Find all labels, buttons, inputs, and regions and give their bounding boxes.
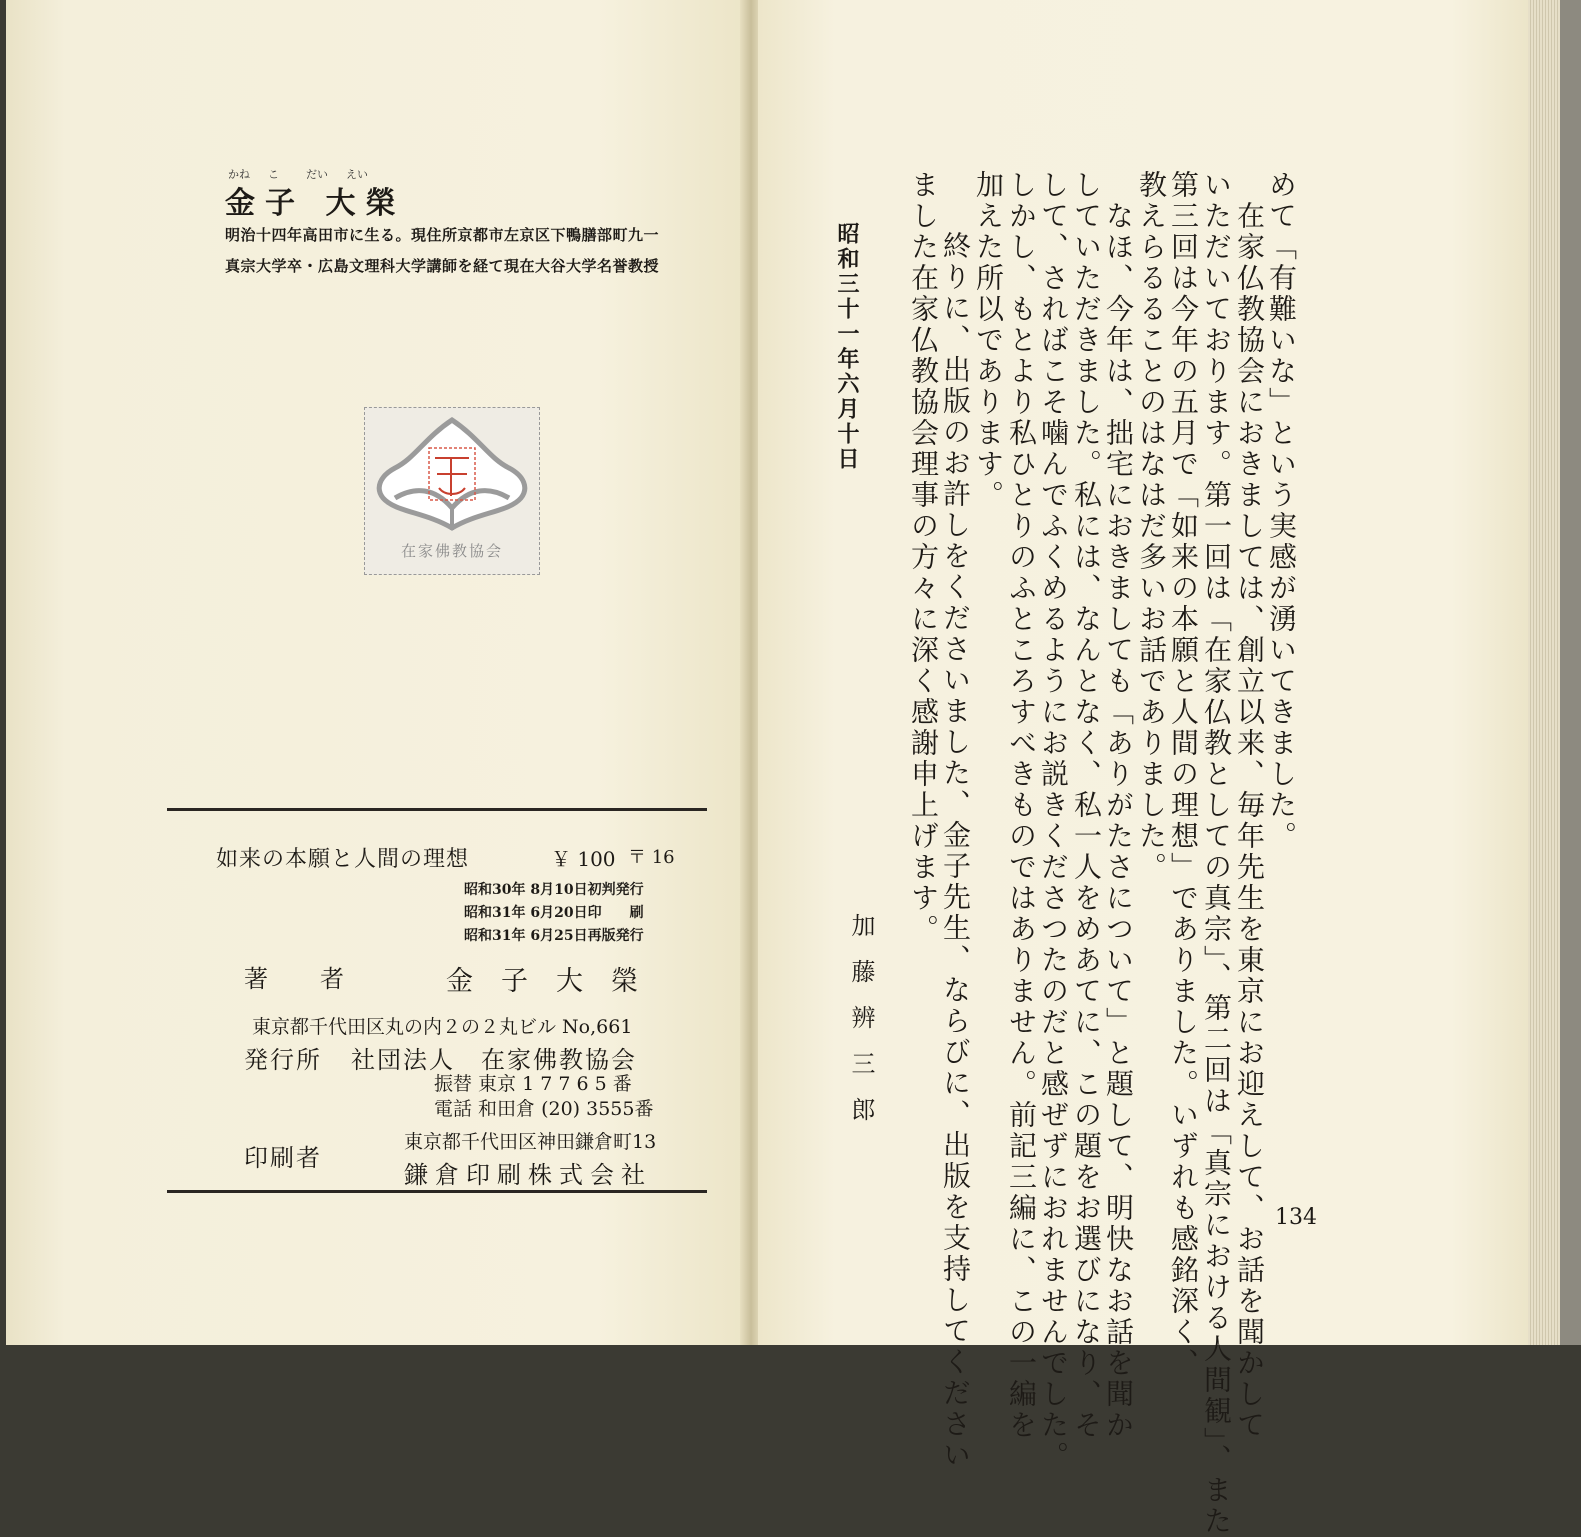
author-name-heading: 金子 大榮: [225, 186, 406, 221]
body-column-12: ました在家仏教協会理事の方々に深く感謝申上げます。: [907, 170, 940, 945]
colophon-price: ￥ 100: [551, 847, 616, 871]
colophon-printer: 鎌倉印刷株式会社: [404, 1161, 652, 1189]
colophon-printer-label: 印刷者: [244, 1144, 322, 1172]
body-column-2: 在家仏教協会におきましては、創立以来、毎年先生を東京にお迎えして、お話を聞かして: [1233, 170, 1266, 1441]
page-number: 134: [1275, 1205, 1317, 1230]
colophon-author-label: 著 者: [244, 965, 358, 993]
book-edge-shadow: [1560, 0, 1581, 1345]
colophon-date-first-edition: 昭和30年 8月10日初判発行: [464, 882, 644, 898]
body-column-1: めて「有難いな」という実感が湧いてきました。: [1265, 170, 1298, 852]
colophon-top-rule: [167, 808, 707, 811]
author-ruby-2: こ: [268, 168, 279, 181]
colophon-book-title: 如来の本願と人間の理想: [216, 847, 470, 872]
colophon-date-reissue: 昭和31年 6月25日再版発行: [464, 928, 644, 944]
left-page: [6, 0, 744, 1345]
colophon-author: 金子大榮: [446, 966, 666, 997]
seal-label: 在家佛教協会: [400, 542, 503, 560]
closing-date: 昭和三十一年六月十日: [834, 222, 860, 472]
colophon-publisher-label: 発行所: [244, 1046, 322, 1074]
colophon-publisher: 社団法人 在家佛教協会: [351, 1046, 637, 1074]
colophon-code: 〒 16: [628, 847, 675, 868]
colophon-printer-address: 東京都千代田区神田鎌倉町13: [404, 1131, 657, 1153]
colophon-transfer-account: 振替 東京 1 7 7 6 5 番: [434, 1073, 632, 1095]
right-page: [758, 0, 1528, 1537]
author-ruby-3: だい: [306, 168, 328, 181]
author-bio-line-1: 明治十四年高田市に生る。現住所京都市左京区下鴨膳部町九一: [225, 226, 660, 244]
body-column-9: しかし、もとより私ひとりのふところすべきものではありません。前記三編に、この一編を: [1005, 170, 1038, 1441]
author-ruby-1: かね: [228, 168, 250, 181]
body-column-11: 終りに、出版のお許しをくださいました、金子先生、ならびに、出版を支持してください: [939, 200, 972, 1471]
body-column-8: して、さればこそ噛んでふくめるようにお説きくださつたのだと感ぜずにおれませんでした。: [1037, 170, 1070, 1472]
colophon-bottom-rule: [167, 1190, 707, 1193]
publisher-seal-stamp: [364, 407, 540, 575]
colophon-date-printing: 昭和31年 6月20日印 刷: [464, 905, 644, 921]
body-column-5: 教えらるることのはなはだ多いお話でありました。: [1135, 170, 1168, 883]
author-ruby-4: えい: [346, 168, 368, 181]
author-bio-line-2: 真宗大学卒・広島文理科大学講師を経て現在大谷大学名誉教授: [225, 257, 660, 275]
body-column-10: 加えた所以であります。: [972, 170, 1005, 511]
colophon-phone: 電話 和田倉 (20) 3555番: [434, 1098, 654, 1120]
signature: 加藤辨三郎: [847, 913, 875, 1143]
body-column-7: していただきました。私には、なんとなく、私一人をめあてに、この題をお選びになり、そ: [1070, 170, 1103, 1441]
colophon-publisher-address: 東京都千代田区丸の内２の２丸ビル No,661: [252, 1016, 633, 1038]
body-column-4: 第三回は今年の五月で「如来の本願と人間の理想」でありました。いずれも感銘深く、: [1167, 170, 1200, 1379]
body-column-3: いただいております。第一回は「在家仏教としての真宗」、第二回は「真宗における人間観」、また: [1200, 170, 1233, 1537]
body-column-6: なほ、今年は、拙宅におきましても「ありがたさについて」と題して、明快なお話を聞か: [1102, 170, 1135, 1441]
